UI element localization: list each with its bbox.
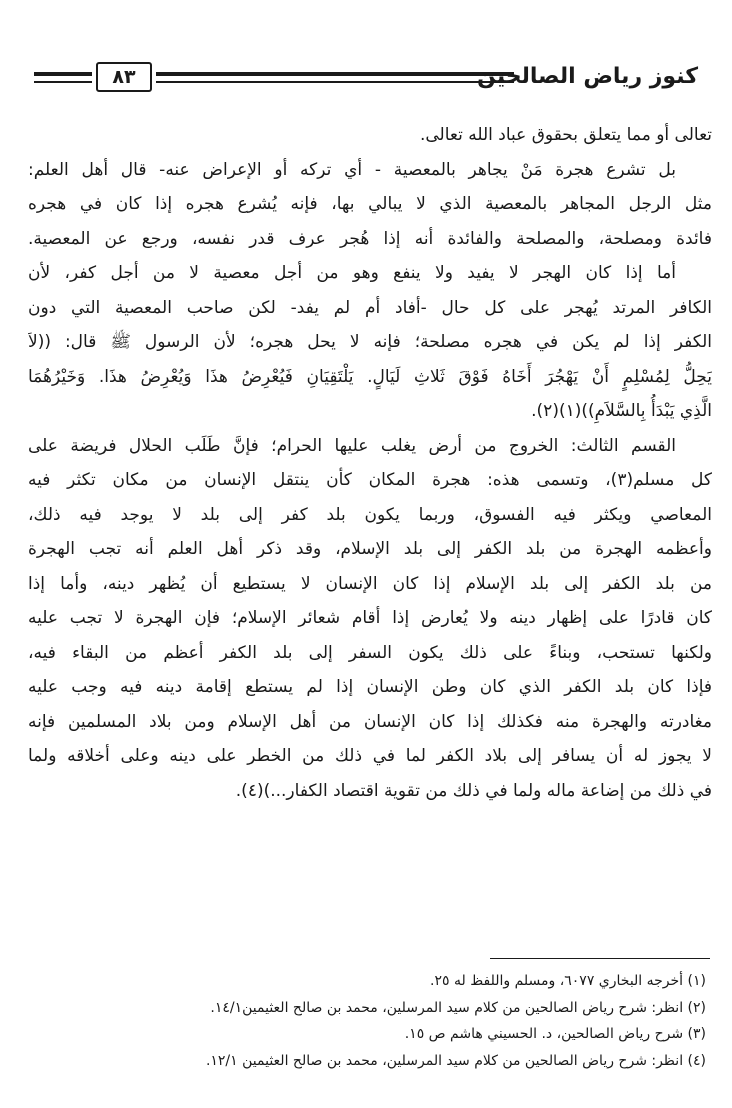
body-text — [28, 118, 712, 808]
hadith-line: يَحِلُّ لِمُسْلِمٍ أَنْ يَهْجُرَ أَخَاهُ فَوْقَ ثَلاثِ لَيَالٍ. يَلْتَقِيَانِ فَيُعْرِضُ هذَا وَيُعْرِضُ هذَا. وَخَيْرُهُمَا — [28, 366, 712, 387]
header-rule-right — [156, 72, 514, 83]
book-title: كنوز رياض الصالحين — [477, 64, 698, 89]
text-line: مغادرته والهجرة منه فكذلك إذا كان الإنسان من أهل الإسلام ومن بلاد المسلمين فإنه — [28, 711, 712, 732]
text-line: من بلد الكفر إلى بلد الإسلام إذا كان الإنسان لا يستطيع أن يُظهر دينه، وأما إذا — [28, 573, 712, 594]
text-line: الكفر إذا لم يكن في هجره مصلحة؛ فإنه لا يحل هجره؛ لأن الرسول ﷺ قال: ((لاَ — [28, 332, 712, 352]
text-line: الكافر المرتد يُهجر على كل حال -أفاد أم لم يفد- لكن صاحب المعصية التي دون — [28, 297, 712, 318]
hadith-line: الَّذِي يَبْدَأُ بِالسَّلاَمِ))(١)(٢). — [531, 401, 712, 421]
text-line: وأعظمه الهجرة من بلد الكفر إلى بلد الإسلام، وقد ذكر أهل العلم أنه تجب الهجرة — [28, 539, 712, 559]
text-line: كان قادرًا على إظهار دينه ولا يُعارض إذا أقام شعائر الإسلام؛ فإن الهجرة لا تجب عليه — [28, 608, 712, 628]
footnotes — [28, 968, 712, 1074]
text-line: في ذلك من إضاعة ماله ولما في ذلك من تقوية اقتصاد الكفار...)(٤). — [235, 780, 712, 801]
text-line: لا يجوز له أن يسافر إلى بلاد الكفر لما في ذلك من الخطر على دينه وعلى أخلاقه ولما — [28, 746, 712, 766]
header-rule-left — [34, 72, 92, 83]
footnote: (١) أخرجه البخاري ٦٠٧٧، ومسلم واللفظ له ٢٥. — [430, 973, 706, 989]
footnote: (٤) انظر: شرح رياض الصالحين من كلام سيد المرسلين، محمد بن صالح العثيمين ١٢/١. — [205, 1052, 706, 1069]
text-line: أما إذا كان الهجر لا يفيد ولا ينفع وهو من أجل معصية لا من أجل كفر، لأن — [28, 263, 676, 283]
footnote: (٣) شرح رياض الصالحين، د. الحسيني هاشم ص ١٥. — [404, 1026, 706, 1042]
footnote: (٢) انظر: شرح رياض الصالحين من كلام سيد المرسلين، محمد بن صالح العثيمين١٤/١. — [210, 999, 706, 1016]
text-line: فائدة ومصلحة، والمصلحة والفائدة أنه إذا هُجر عرف قدر نفسه، ورجع عن المعصية. — [28, 228, 712, 249]
text-line: القسم الثالث: الخروج من أرض يغلب عليها الحرام؛ فإنَّ طَلَب الحلال فريضة على — [28, 435, 676, 456]
page-number: ٨٣ — [96, 62, 152, 92]
text-line: مثل الرجل المجاهر بالمعصية الذي لا يبالي بها، فإنه يُشرع هجره إذا كان في هجره — [28, 194, 712, 214]
page-header — [34, 60, 698, 96]
text-line: ولكنها تستحب، وبناءً على ذلك يكون السفر إلى بلد الكفر أعظم من البقاء فيه، — [28, 642, 712, 663]
text-line: المعاصي ويكثر فيه الفسوق، وربما يكون بلد كفر إلى بلد لا يوجد فيه ذلك، — [28, 504, 712, 525]
text-line: فإذا كان بلد الكفر الذي كان وطن الإنسان إذا لم يستطع إقامة دينه فيه وجب عليه — [28, 677, 712, 697]
text-line: كل مسلم(٣)، وتسمى هذه: هجرة المكان كأن ينتقل الإنسان من مكان تكثر فيه — [28, 470, 712, 490]
text-line: تعالى أو مما يتعلق بحقوق عباد الله تعالى. — [419, 125, 712, 145]
text-line: بل تشرع هجرة مَنْ يجاهر بالمعصية - أي تركه أو الإعراض عنه- قال أهل العلم: — [28, 159, 676, 180]
footnote-divider — [490, 958, 710, 959]
